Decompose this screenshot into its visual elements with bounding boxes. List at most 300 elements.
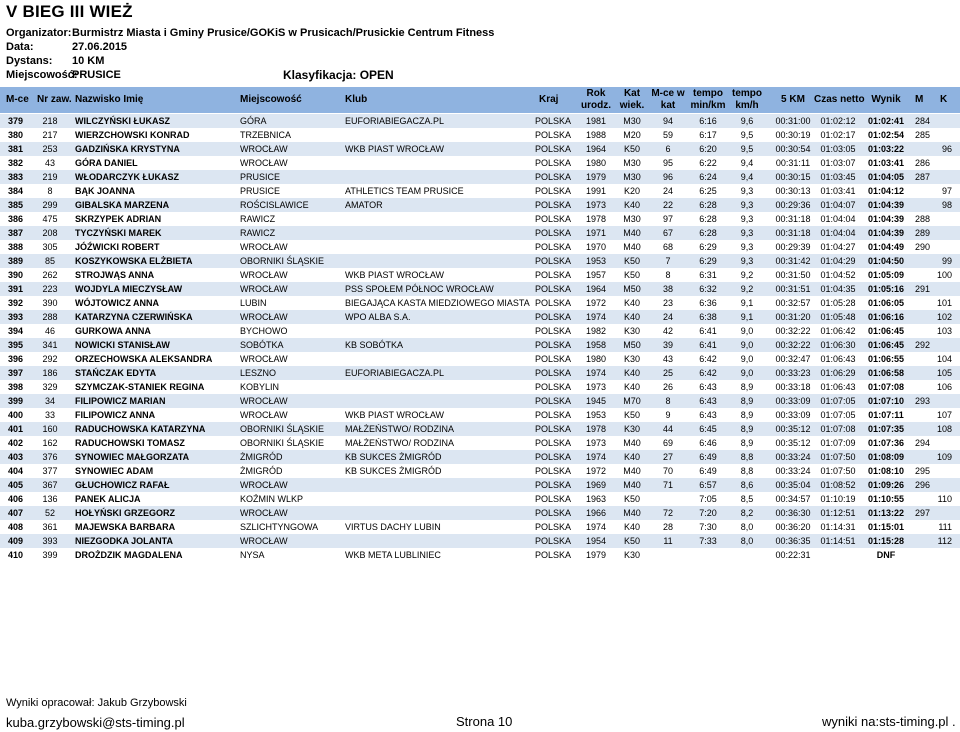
cell-country: POLSKA xyxy=(534,270,572,280)
table-row xyxy=(0,436,960,450)
cell-pace: 6:49 xyxy=(699,452,717,462)
cell-category: M20 xyxy=(623,130,641,140)
cell-5km-split: 00:33:09 xyxy=(775,410,811,420)
cell-result: 01:07:36 xyxy=(867,438,905,448)
cell-women-place: 108 xyxy=(936,424,952,434)
cell-club: EUFORIABIEGACZA.PL xyxy=(345,116,445,126)
cell-net-time: 01:06:30 xyxy=(820,340,856,350)
cell-pace: 6:38 xyxy=(699,312,717,322)
cell-speed: 8,6 xyxy=(740,480,754,490)
cell-5km-split: 00:31:20 xyxy=(775,312,811,322)
cell-result: 01:06:45 xyxy=(867,340,905,350)
cell-name: GURKOWA ANNA xyxy=(75,326,151,336)
cell-result: 01:06:16 xyxy=(867,312,905,322)
cell-net-time: 01:14:51 xyxy=(820,536,856,546)
table-row xyxy=(0,450,960,464)
cell-5km-split: 00:31:18 xyxy=(775,214,811,224)
cell-category-place: 70 xyxy=(662,466,673,476)
cell-bib: 390 xyxy=(42,298,58,308)
cell-result: 01:04:12 xyxy=(867,186,905,196)
table-row xyxy=(0,212,960,226)
cell-result: 01:06:45 xyxy=(867,326,905,336)
cell-country: POLSKA xyxy=(534,172,572,182)
cell-5km-split: 00:36:30 xyxy=(775,508,811,518)
cell-city: WROCŁAW xyxy=(240,158,288,168)
cell-result: DNF xyxy=(876,550,896,560)
cell-name: FILIPOWICZ MARIAN xyxy=(75,396,166,406)
cell-category: K40 xyxy=(623,522,640,532)
meta-value: 27.06.2015 xyxy=(72,41,128,53)
header-bib: Nr zaw. xyxy=(37,94,72,105)
cell-pace: 6:43 xyxy=(699,410,717,420)
cell-men-place: 284 xyxy=(914,116,930,126)
cell-women-place: 105 xyxy=(936,368,952,378)
header-name: Nazwisko Imię xyxy=(75,94,144,105)
table-row xyxy=(0,324,960,338)
cell-5km-split: 00:31:51 xyxy=(775,284,811,294)
cell-bib: 208 xyxy=(42,228,58,238)
cell-place: 410 xyxy=(8,550,24,560)
cell-result: 01:06:55 xyxy=(867,354,905,364)
cell-country: POLSKA xyxy=(534,438,572,448)
cell-5km-split: 00:35:12 xyxy=(775,424,811,434)
cell-country: POLSKA xyxy=(534,200,572,210)
cell-category: K50 xyxy=(623,494,640,504)
cell-result: 01:10:55 xyxy=(867,494,905,504)
cell-club: MAŁŻEŃSTWO/ RODZINA xyxy=(345,438,455,448)
cell-category-place: 69 xyxy=(662,438,673,448)
cell-category: M40 xyxy=(623,466,641,476)
cell-name: JÓŹWICKI ROBERT xyxy=(75,242,160,252)
cell-bib: 367 xyxy=(42,480,58,490)
cell-category: M40 xyxy=(623,508,641,518)
cell-speed: 9,4 xyxy=(740,172,754,182)
cell-name: KOSZYKOWSKA ELŻBIETA xyxy=(75,256,193,266)
cell-net-time: 01:03:41 xyxy=(820,186,856,196)
cell-country: POLSKA xyxy=(534,494,572,504)
cell-city: RAWICZ xyxy=(240,228,276,238)
cell-category-place: 67 xyxy=(662,228,673,238)
header-birth-year: Rok xyxy=(586,88,606,99)
results-table xyxy=(0,114,960,562)
cell-result: 01:04:39 xyxy=(867,214,905,224)
cell-5km-split: 00:22:31 xyxy=(775,550,811,560)
cell-name: GADZIŃSKA KRYSTYNA xyxy=(75,144,180,154)
cell-bib: 288 xyxy=(42,312,58,322)
cell-place: 385 xyxy=(8,200,24,210)
cell-pace: 6:57 xyxy=(699,480,717,490)
cell-city: KOŹMIN WLKP xyxy=(240,494,304,504)
cell-category-place: 24 xyxy=(662,186,673,196)
cell-place: 405 xyxy=(8,480,24,490)
cell-birth-year: 1964 xyxy=(585,144,607,154)
cell-country: POLSKA xyxy=(534,480,572,490)
cell-speed: 8,2 xyxy=(740,508,754,518)
cell-result: 01:04:50 xyxy=(867,256,905,266)
cell-pace: 6:46 xyxy=(699,438,717,448)
cell-place: 402 xyxy=(8,438,24,448)
cell-women-place: 102 xyxy=(936,312,952,322)
cell-category-place: 24 xyxy=(662,312,673,322)
cell-5km-split: 00:36:35 xyxy=(775,536,811,546)
cell-name: RADUCHOWSKI TOMASZ xyxy=(75,438,185,448)
cell-birth-year: 1964 xyxy=(585,284,607,294)
cell-women-place: 104 xyxy=(936,354,952,364)
cell-category-place: 28 xyxy=(662,522,673,532)
cell-category: K40 xyxy=(623,452,640,462)
cell-pace: 6:43 xyxy=(699,382,717,392)
cell-name: SKRZYPEK ADRIAN xyxy=(75,214,162,224)
cell-speed: 9,3 xyxy=(740,256,754,266)
cell-pace: 6:20 xyxy=(699,144,717,154)
cell-club: AMATOR xyxy=(345,200,383,210)
cell-net-time: 01:04:04 xyxy=(820,214,856,224)
cell-country: POLSKA xyxy=(534,340,572,350)
cell-net-time: 01:03:45 xyxy=(820,172,856,182)
cell-country: POLSKA xyxy=(534,452,572,462)
cell-men-place: 295 xyxy=(914,466,930,476)
header-women: K xyxy=(940,94,948,105)
cell-bib: 393 xyxy=(42,536,58,546)
cell-city: OBORNIKI ŚLĄSKIE xyxy=(240,438,325,448)
cell-birth-year: 1974 xyxy=(585,312,607,322)
cell-net-time: 01:04:04 xyxy=(820,228,856,238)
cell-category: M40 xyxy=(623,438,641,448)
meta-label: Data: xyxy=(6,41,34,53)
cell-name: GÓRA DANIEL xyxy=(75,158,138,168)
cell-category: M40 xyxy=(623,228,641,238)
cell-city: SZLICHTYNGOWA xyxy=(240,522,319,532)
cell-5km-split: 00:32:22 xyxy=(775,326,811,336)
cell-name: MAJEWSKA BARBARA xyxy=(75,522,176,532)
cell-place: 399 xyxy=(8,396,24,406)
cell-result: 01:02:41 xyxy=(867,116,905,126)
cell-category: K30 xyxy=(623,354,640,364)
cell-5km-split: 00:31:50 xyxy=(775,270,811,280)
cell-birth-year: 1972 xyxy=(585,466,607,476)
cell-speed: 8,9 xyxy=(740,382,754,392)
cell-category-place: 42 xyxy=(662,326,673,336)
cell-speed: 9,4 xyxy=(740,158,754,168)
cell-result: 01:07:08 xyxy=(867,382,905,392)
cell-country: POLSKA xyxy=(534,130,572,140)
cell-5km-split: 00:33:23 xyxy=(775,368,811,378)
cell-category-place: 59 xyxy=(662,130,673,140)
cell-club: WKB PIAST WROCŁAW xyxy=(345,144,445,154)
cell-country: POLSKA xyxy=(534,144,572,154)
cell-category-place: 71 xyxy=(662,480,673,490)
cell-name: BĄK JOANNA xyxy=(75,186,136,196)
cell-category: M70 xyxy=(623,396,641,406)
cell-speed: 9,5 xyxy=(740,144,754,154)
cell-5km-split: 00:30:13 xyxy=(775,186,811,196)
cell-country: POLSKA xyxy=(534,242,572,252)
cell-name: WOJDYLA MIECZYSŁAW xyxy=(75,284,183,294)
cell-category-place: 27 xyxy=(662,452,673,462)
cell-birth-year: 1953 xyxy=(585,256,607,266)
cell-5km-split: 00:33:24 xyxy=(775,452,811,462)
header-speed: tempo xyxy=(732,88,762,99)
table-row xyxy=(0,366,960,380)
cell-city: WROCŁAW xyxy=(240,144,288,154)
table-row xyxy=(0,156,960,170)
cell-category: K30 xyxy=(623,326,640,336)
cell-pace: 6:41 xyxy=(699,326,717,336)
cell-category: K50 xyxy=(623,410,640,420)
cell-women-place: 112 xyxy=(937,536,952,546)
cell-net-time: 01:04:52 xyxy=(820,270,856,280)
cell-category: K40 xyxy=(623,368,640,378)
cell-birth-year: 1958 xyxy=(585,340,607,350)
header-birth-year-sub: urodz. xyxy=(581,100,611,111)
cell-country: POLSKA xyxy=(534,424,572,434)
cell-place: 408 xyxy=(8,522,24,532)
cell-bib: 329 xyxy=(42,382,58,392)
cell-name: ORZECHOWSKA ALEKSANDRA xyxy=(75,354,213,364)
cell-country: POLSKA xyxy=(534,508,572,518)
cell-speed: 8,0 xyxy=(740,522,754,532)
cell-5km-split: 00:32:47 xyxy=(775,354,811,364)
cell-city: WROCŁAW xyxy=(240,354,288,364)
cell-club: EUFORIABIEGACZA.PL xyxy=(345,368,445,378)
cell-speed: 9,2 xyxy=(740,270,754,280)
header-men: M xyxy=(915,94,924,105)
cell-birth-year: 1981 xyxy=(585,116,607,126)
table-row xyxy=(0,394,960,408)
cell-city: KOBYLIN xyxy=(240,382,280,392)
cell-category-place: 8 xyxy=(665,270,671,280)
cell-place: 390 xyxy=(8,270,24,280)
cell-result: 01:04:05 xyxy=(867,172,905,182)
cell-category-place: 22 xyxy=(662,200,673,210)
cell-net-time: 01:07:09 xyxy=(820,438,856,448)
cell-pace: 7:20 xyxy=(699,508,717,518)
table-row xyxy=(0,282,960,296)
cell-net-time: 01:14:31 xyxy=(820,522,856,532)
cell-country: POLSKA xyxy=(534,298,572,308)
table-row xyxy=(0,254,960,268)
header-net-time: Czas netto xyxy=(814,94,865,105)
cell-result: 01:02:54 xyxy=(867,130,905,140)
cell-bib: 292 xyxy=(42,354,58,364)
cell-bib: 299 xyxy=(42,200,58,210)
cell-name: GŁUCHOWICZ RAFAŁ xyxy=(75,480,170,490)
table-row xyxy=(0,142,960,156)
cell-city: WROCŁAW xyxy=(240,270,288,280)
cell-category-place: 38 xyxy=(662,284,673,294)
cell-place: 395 xyxy=(8,340,24,350)
cell-birth-year: 1969 xyxy=(585,480,607,490)
cell-result: 01:03:22 xyxy=(867,144,905,154)
cell-country: POLSKA xyxy=(534,326,572,336)
cell-bib: 8 xyxy=(47,186,53,196)
cell-birth-year: 1974 xyxy=(585,522,607,532)
cell-women-place: 99 xyxy=(941,256,952,266)
cell-birth-year: 1973 xyxy=(585,438,607,448)
cell-category-place: 97 xyxy=(662,214,673,224)
header-category: Kat xyxy=(623,88,641,99)
cell-pace: 6:42 xyxy=(699,368,717,378)
cell-5km-split: 00:32:57 xyxy=(775,298,811,308)
cell-men-place: 286 xyxy=(914,158,930,168)
cell-net-time: 01:03:05 xyxy=(820,144,856,154)
cell-pace: 6:28 xyxy=(699,228,717,238)
cell-net-time: 01:05:48 xyxy=(820,312,856,322)
cell-birth-year: 1971 xyxy=(585,228,607,238)
cell-place: 406 xyxy=(8,494,24,504)
meta-value: 10 KM xyxy=(72,55,105,67)
cell-5km-split: 00:31:42 xyxy=(775,256,811,266)
cell-place: 397 xyxy=(8,368,24,378)
cell-city: WROCŁAW xyxy=(240,410,288,420)
cell-club: PSS SPOŁEM PÓŁNOC WROCŁAW xyxy=(345,284,494,294)
cell-country: POLSKA xyxy=(534,214,572,224)
cell-category-place: 94 xyxy=(662,116,673,126)
cell-name: GIBALSKA MARZENA xyxy=(75,200,170,210)
cell-club: ATHLETICS TEAM PRUSICE xyxy=(345,186,464,196)
cell-country: POLSKA xyxy=(534,522,572,532)
cell-place: 387 xyxy=(8,228,24,238)
cell-pace: 6:36 xyxy=(699,298,717,308)
header-country: Kraj xyxy=(539,94,559,105)
cell-pace: 6:41 xyxy=(699,340,717,350)
cell-5km-split: 00:33:24 xyxy=(775,466,811,476)
cell-country: POLSKA xyxy=(534,396,572,406)
cell-city: WROCŁAW xyxy=(240,536,288,546)
cell-birth-year: 1963 xyxy=(585,494,607,504)
cell-place: 393 xyxy=(8,312,24,322)
cell-5km-split: 00:34:57 xyxy=(775,494,811,504)
cell-result: 01:05:09 xyxy=(867,270,905,280)
header-club: Klub xyxy=(345,94,368,105)
header-city: Miejscowość xyxy=(240,94,302,105)
cell-category: K50 xyxy=(623,536,640,546)
cell-category: M30 xyxy=(623,214,641,224)
cell-country: POLSKA xyxy=(534,368,572,378)
cell-result: 01:07:10 xyxy=(867,396,905,406)
cell-result: 01:08:10 xyxy=(867,466,905,476)
cell-club: KB SUKCES ŻMIGRÓD xyxy=(345,466,442,476)
cell-women-place: 107 xyxy=(936,410,952,420)
table-row xyxy=(0,408,960,422)
cell-place: 381 xyxy=(8,144,24,154)
cell-name: SZYMCZAK-STANIEK REGINA xyxy=(75,382,205,392)
cell-country: POLSKA xyxy=(534,228,572,238)
cell-5km-split: 00:33:18 xyxy=(775,382,811,392)
cell-5km-split: 00:30:15 xyxy=(775,172,811,182)
cell-club: KB SUKCES ŻMIGRÓD xyxy=(345,452,442,462)
cell-name: DROŻDZIK MAGDALENA xyxy=(75,550,183,560)
cell-bib: 223 xyxy=(42,284,58,294)
table-row xyxy=(0,478,960,492)
table-row xyxy=(0,338,960,352)
footer-page-number: Strona 10 xyxy=(456,714,513,729)
cell-bib: 253 xyxy=(42,144,58,154)
cell-city: WROCŁAW xyxy=(240,508,288,518)
cell-place: 409 xyxy=(8,536,24,546)
cell-speed: 8,8 xyxy=(740,466,754,476)
header-5km: 5 KM xyxy=(781,94,805,105)
table-row xyxy=(0,520,960,534)
cell-speed: 9,3 xyxy=(740,186,754,196)
cell-men-place: 289 xyxy=(914,228,930,238)
cell-city: PRUSICE xyxy=(240,186,281,196)
cell-pace: 6:16 xyxy=(699,116,717,126)
cell-category-place: 6 xyxy=(665,144,671,154)
cell-result: 01:04:39 xyxy=(867,200,905,210)
header-pace: tempo xyxy=(693,88,723,99)
cell-net-time: 01:07:08 xyxy=(820,424,856,434)
cell-category-place: 96 xyxy=(662,172,673,182)
cell-men-place: 297 xyxy=(914,508,930,518)
table-header xyxy=(0,87,960,113)
cell-bib: 85 xyxy=(44,256,55,266)
cell-name: FILIPOWICZ ANNA xyxy=(75,410,156,420)
cell-place: 379 xyxy=(8,116,24,126)
table-row xyxy=(0,226,960,240)
cell-speed: 9,0 xyxy=(740,340,754,350)
cell-birth-year: 1980 xyxy=(585,354,607,364)
cell-speed: 9,3 xyxy=(740,228,754,238)
cell-name: WIERZCHOWSKI KONRAD xyxy=(75,130,190,140)
cell-place: 400 xyxy=(8,410,24,420)
cell-speed: 8,9 xyxy=(740,438,754,448)
meta-organizer xyxy=(6,26,494,40)
cell-birth-year: 1945 xyxy=(585,396,607,406)
cell-city: ROŚCISLAWICE xyxy=(240,200,309,210)
cell-city: OBORNIKI ŚLĄSKIE xyxy=(240,424,325,434)
cell-category-place: 8 xyxy=(665,396,671,406)
header-result: Wynik xyxy=(871,94,901,105)
cell-speed: 9,3 xyxy=(740,214,754,224)
cell-men-place: 293 xyxy=(914,396,930,406)
cell-name: TYCZYŃSKI MAREK xyxy=(75,228,162,238)
cell-5km-split: 00:35:12 xyxy=(775,438,811,448)
cell-birth-year: 1978 xyxy=(585,214,607,224)
cell-net-time: 01:04:35 xyxy=(820,284,856,294)
cell-place: 383 xyxy=(8,172,24,182)
cell-pace: 6:42 xyxy=(699,354,717,364)
cell-category: K40 xyxy=(623,312,640,322)
cell-bib: 305 xyxy=(42,242,58,252)
cell-net-time: 01:02:12 xyxy=(820,116,856,126)
cell-category-place: 9 xyxy=(665,410,671,420)
cell-city: BYCHOWO xyxy=(240,326,288,336)
cell-bib: 219 xyxy=(42,172,58,182)
cell-pace: 7:33 xyxy=(699,536,717,546)
cell-country: POLSKA xyxy=(534,536,572,546)
cell-category-place: 23 xyxy=(662,298,673,308)
cell-place: 401 xyxy=(8,424,24,434)
cell-pace: 6:45 xyxy=(699,424,717,434)
cell-5km-split: 00:29:39 xyxy=(775,242,811,252)
meta-value: Burmistrz Miasta i Gminy Prusice/GOKiS w Prusicach/Prusickie Centrum Fitness xyxy=(72,27,495,39)
cell-name: WILCZYŃSKI ŁUKASZ xyxy=(75,116,170,126)
cell-city: WROCŁAW xyxy=(240,242,288,252)
cell-bib: 475 xyxy=(42,214,58,224)
cell-pace: 7:05 xyxy=(699,494,717,504)
cell-category: K40 xyxy=(623,200,640,210)
cell-birth-year: 1970 xyxy=(585,242,607,252)
meta-label: Organizator: xyxy=(6,27,72,39)
table-row xyxy=(0,114,960,128)
table-row xyxy=(0,548,960,562)
table-row xyxy=(0,492,960,506)
cell-city: ŻMIGRÓD xyxy=(240,466,283,476)
table-row xyxy=(0,534,960,548)
cell-net-time: 01:06:29 xyxy=(820,368,856,378)
table-row xyxy=(0,464,960,478)
